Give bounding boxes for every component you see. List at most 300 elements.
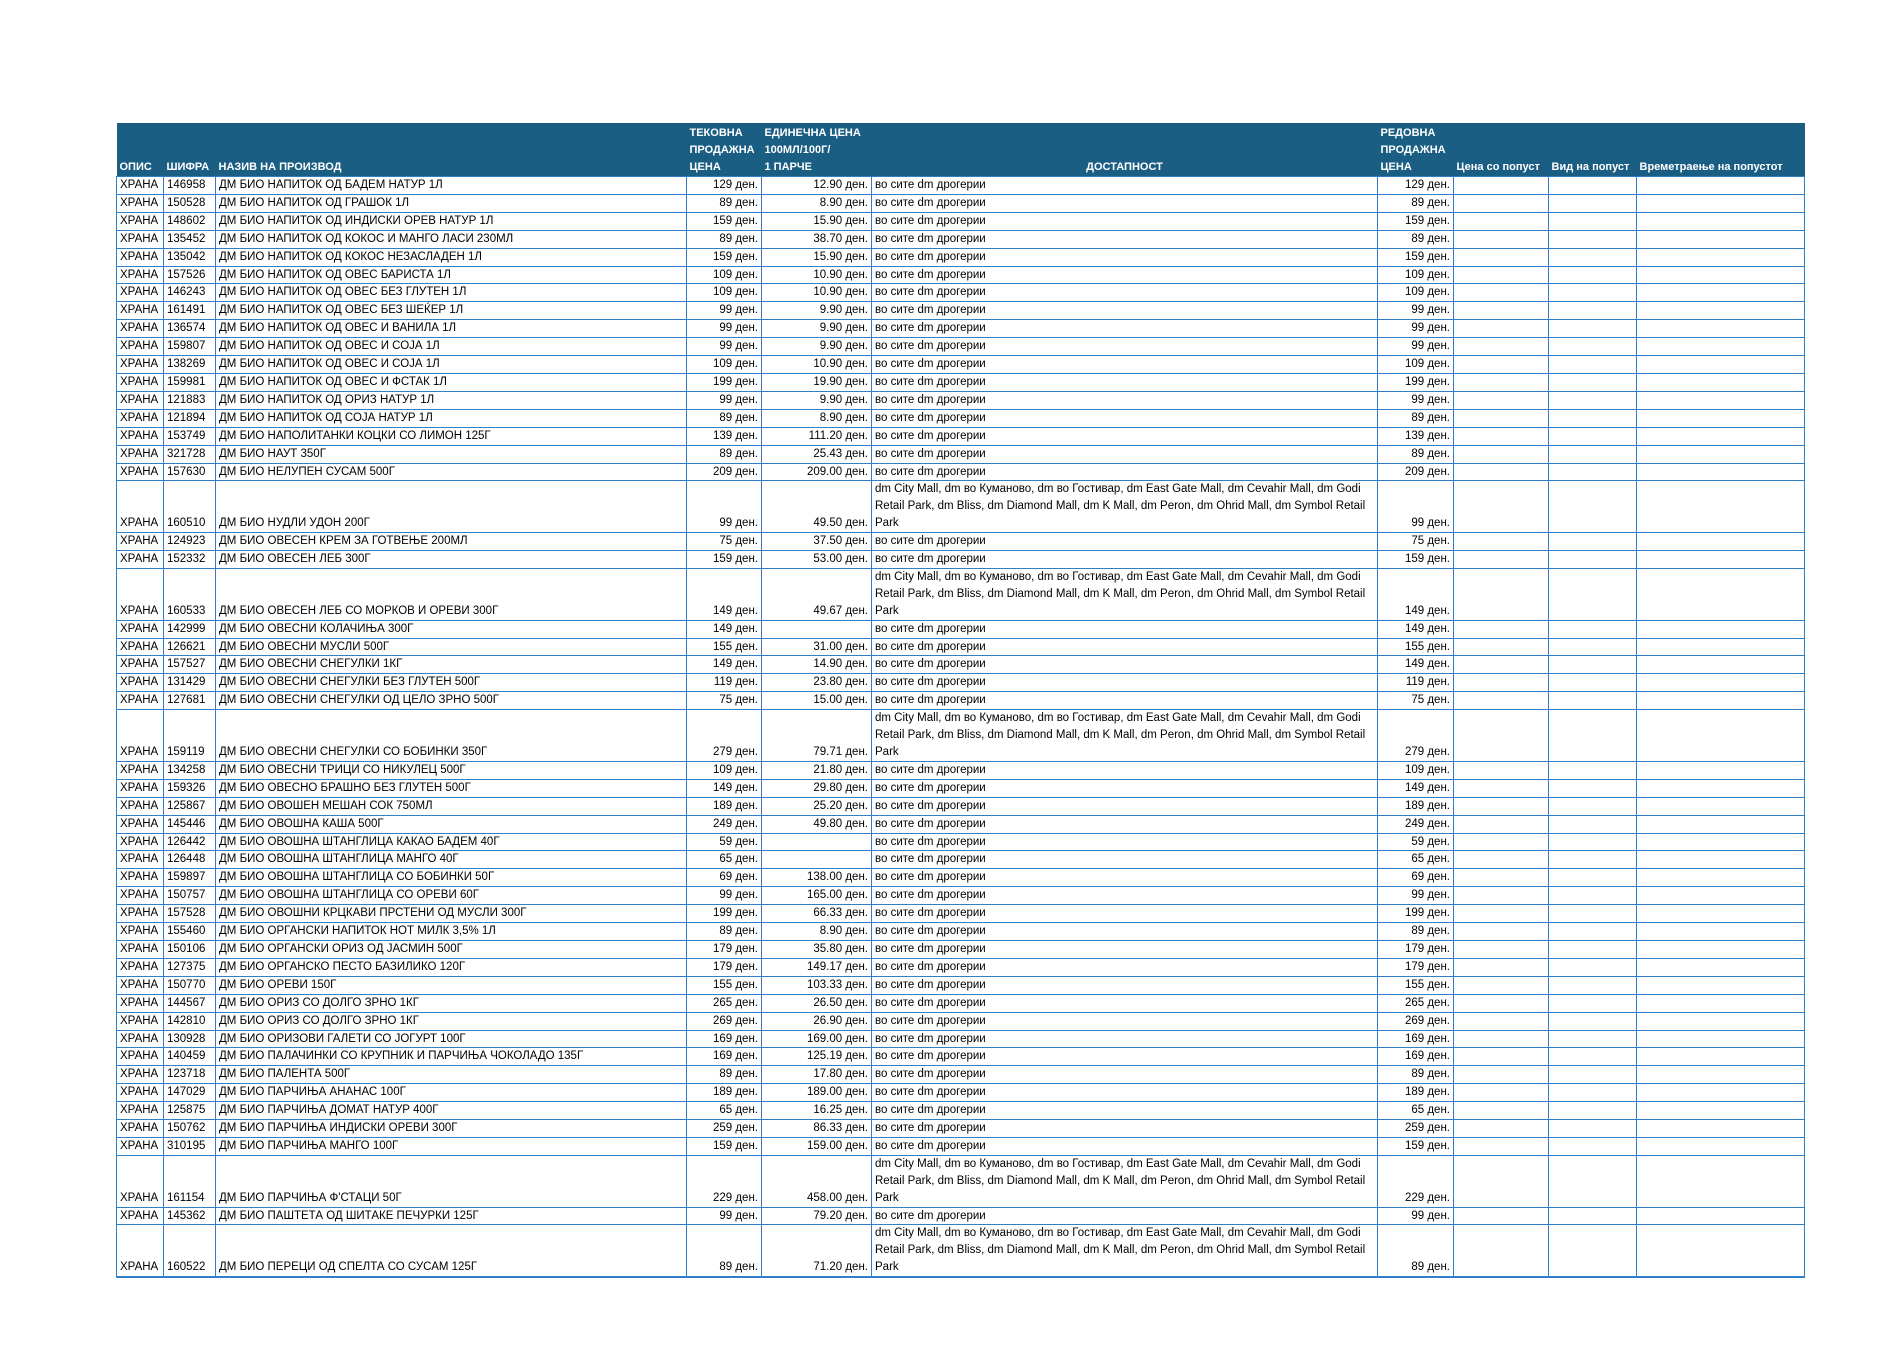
cell-sifra: 144567 bbox=[164, 994, 216, 1012]
cell-dostapnost: во сите dm дрогерии bbox=[872, 194, 1378, 212]
cell-opis: ХРАНА bbox=[117, 445, 164, 463]
cell-opis: ХРАНА bbox=[117, 958, 164, 976]
cell-redovna-cena: 65 ден. bbox=[1378, 851, 1454, 869]
cell-sifra: 160533 bbox=[164, 568, 216, 620]
cell-cena-so-popust bbox=[1454, 320, 1549, 338]
cell-vid-na-popust bbox=[1549, 320, 1637, 338]
col-header-dostapnost: ДОСТАПНОСТ bbox=[872, 124, 1378, 177]
table-row bbox=[117, 1225, 1805, 1277]
cell-vremetraenje bbox=[1637, 976, 1805, 994]
cell-dostapnost: во сите dm дрогерии bbox=[872, 284, 1378, 302]
cell-naziv: ДМ БИО НАПИТОК ОД КОКОС И МАНГО ЛАСИ 230МЛ bbox=[216, 230, 687, 248]
cell-tekovna-cena: 159 ден. bbox=[687, 212, 762, 230]
cell-naziv: ДМ БИО ОВЕСЕН КРЕМ ЗА ГОТВЕЊЕ 200МЛ bbox=[216, 533, 687, 551]
cell-redovna-cena: 179 ден. bbox=[1378, 940, 1454, 958]
cell-dostapnost: во сите dm дрогерии bbox=[872, 1048, 1378, 1066]
table-row bbox=[117, 481, 1805, 533]
cell-opis: ХРАНА bbox=[117, 923, 164, 941]
cell-edinecna-cena: 23.80 ден. bbox=[762, 674, 872, 692]
cell-cena-so-popust bbox=[1454, 761, 1549, 779]
cell-cena-so-popust bbox=[1454, 923, 1549, 941]
table-row bbox=[117, 551, 1805, 569]
cell-edinecna-cena: 10.90 ден. bbox=[762, 284, 872, 302]
cell-tekovna-cena: 69 ден. bbox=[687, 869, 762, 887]
cell-redovna-cena: 189 ден. bbox=[1378, 797, 1454, 815]
cell-naziv: ДМ БИО НЕЛУПЕН СУСАМ 500Г bbox=[216, 463, 687, 481]
cell-cena-so-popust bbox=[1454, 940, 1549, 958]
table-row bbox=[117, 1120, 1805, 1138]
cell-opis: ХРАНА bbox=[117, 797, 164, 815]
cell-vremetraenje bbox=[1637, 797, 1805, 815]
cell-tekovna-cena: 109 ден. bbox=[687, 266, 762, 284]
cell-dostapnost: во сите dm дрогерии bbox=[872, 212, 1378, 230]
cell-redovna-cena: 89 ден. bbox=[1378, 445, 1454, 463]
cell-opis: ХРАНА bbox=[117, 1102, 164, 1120]
cell-tekovna-cena: 155 ден. bbox=[687, 976, 762, 994]
cell-vremetraenje bbox=[1637, 533, 1805, 551]
cell-tekovna-cena: 99 ден. bbox=[687, 481, 762, 533]
cell-vremetraenje bbox=[1637, 1155, 1805, 1207]
cell-naziv: ДМ БИО НАПОЛИТАНКИ КОЦКИ СО ЛИМОН 125Г bbox=[216, 427, 687, 445]
cell-cena-so-popust bbox=[1454, 284, 1549, 302]
cell-redovna-cena: 169 ден. bbox=[1378, 1030, 1454, 1048]
cell-dostapnost: во сите dm дрогерии bbox=[872, 427, 1378, 445]
cell-vid-na-popust bbox=[1549, 248, 1637, 266]
cell-sifra: 159326 bbox=[164, 779, 216, 797]
cell-sifra: 127375 bbox=[164, 958, 216, 976]
cell-naziv: ДМ БИО ПАЛАЧИНКИ СО КРУПНИК И ПАРЧИЊА ЧОКОЛАДО 135Г bbox=[216, 1048, 687, 1066]
cell-vremetraenje bbox=[1637, 620, 1805, 638]
cell-tekovna-cena: 89 ден. bbox=[687, 923, 762, 941]
cell-edinecna-cena bbox=[762, 851, 872, 869]
cell-vremetraenje bbox=[1637, 674, 1805, 692]
cell-opis: ХРАНА bbox=[117, 409, 164, 427]
cell-sifra: 159807 bbox=[164, 338, 216, 356]
col-header-vremetraenje: Времетраење на попустот bbox=[1637, 124, 1805, 177]
cell-cena-so-popust bbox=[1454, 797, 1549, 815]
cell-tekovna-cena: 99 ден. bbox=[687, 338, 762, 356]
cell-cena-so-popust bbox=[1454, 1030, 1549, 1048]
cell-redovna-cena: 89 ден. bbox=[1378, 194, 1454, 212]
cell-vremetraenje bbox=[1637, 248, 1805, 266]
cell-sifra: 145362 bbox=[164, 1207, 216, 1225]
cell-redovna-cena: 109 ден. bbox=[1378, 356, 1454, 374]
cell-opis: ХРАНА bbox=[117, 620, 164, 638]
cell-dostapnost: во сите dm дрогерии bbox=[872, 1012, 1378, 1030]
cell-cena-so-popust bbox=[1454, 391, 1549, 409]
cell-sifra: 161154 bbox=[164, 1155, 216, 1207]
cell-cena-so-popust bbox=[1454, 851, 1549, 869]
cell-redovna-cena: 99 ден. bbox=[1378, 887, 1454, 905]
cell-opis: ХРАНА bbox=[117, 815, 164, 833]
cell-tekovna-cena: 209 ден. bbox=[687, 463, 762, 481]
cell-vremetraenje bbox=[1637, 338, 1805, 356]
cell-opis: ХРАНА bbox=[117, 302, 164, 320]
cell-cena-so-popust bbox=[1454, 445, 1549, 463]
cell-dostapnost: во сите dm дрогерии bbox=[872, 797, 1378, 815]
cell-vid-na-popust bbox=[1549, 851, 1637, 869]
cell-edinecna-cena: 29.80 ден. bbox=[762, 779, 872, 797]
cell-sifra: 150770 bbox=[164, 976, 216, 994]
cell-naziv: ДМ БИО ОВОШНА ШТАНГЛИЦА КАКАО БАДЕМ 40Г bbox=[216, 833, 687, 851]
cell-redovna-cena: 159 ден. bbox=[1378, 248, 1454, 266]
cell-edinecna-cena: 25.20 ден. bbox=[762, 797, 872, 815]
cell-opis: ХРАНА bbox=[117, 463, 164, 481]
cell-vid-na-popust bbox=[1549, 409, 1637, 427]
cell-dostapnost: во сите dm дрогерии bbox=[872, 923, 1378, 941]
cell-sifra: 150528 bbox=[164, 194, 216, 212]
cell-redovna-cena: 65 ден. bbox=[1378, 1102, 1454, 1120]
price-table bbox=[116, 123, 1805, 1278]
table-row bbox=[117, 1084, 1805, 1102]
table-row bbox=[117, 1155, 1805, 1207]
cell-vid-na-popust bbox=[1549, 994, 1637, 1012]
cell-naziv: ДМ БИО ОРИЗОВИ ГАЛЕТИ СО ЈОГУРТ 100Г bbox=[216, 1030, 687, 1048]
cell-cena-so-popust bbox=[1454, 1048, 1549, 1066]
cell-vremetraenje bbox=[1637, 481, 1805, 533]
cell-cena-so-popust bbox=[1454, 833, 1549, 851]
table-row bbox=[117, 887, 1805, 905]
cell-dostapnost: во сите dm дрогерии bbox=[872, 445, 1378, 463]
cell-vremetraenje bbox=[1637, 1102, 1805, 1120]
cell-dostapnost: во сите dm дрогерии bbox=[872, 1120, 1378, 1138]
cell-redovna-cena: 199 ден. bbox=[1378, 373, 1454, 391]
cell-sifra: 148602 bbox=[164, 212, 216, 230]
table-row bbox=[117, 638, 1805, 656]
cell-naziv: ДМ БИО ПАЛЕНТА 500Г bbox=[216, 1066, 687, 1084]
cell-vid-na-popust bbox=[1549, 266, 1637, 284]
cell-edinecna-cena: 8.90 ден. bbox=[762, 409, 872, 427]
cell-tekovna-cena: 89 ден. bbox=[687, 445, 762, 463]
cell-edinecna-cena: 10.90 ден. bbox=[762, 266, 872, 284]
cell-sifra: 150106 bbox=[164, 940, 216, 958]
cell-vremetraenje bbox=[1637, 779, 1805, 797]
cell-naziv: ДМ БИО ОВЕСНИ СНЕГУЛКИ 1КГ bbox=[216, 656, 687, 674]
cell-dostapnost: во сите dm дрогерии bbox=[872, 958, 1378, 976]
table-row bbox=[117, 779, 1805, 797]
col-header-tekovna-cena: ТЕКОВНА ПРОДАЖНА ЦЕНА bbox=[687, 124, 762, 177]
cell-vid-na-popust bbox=[1549, 761, 1637, 779]
cell-redovna-cena: 259 ден. bbox=[1378, 1120, 1454, 1138]
cell-edinecna-cena: 79.71 ден. bbox=[762, 710, 872, 762]
cell-vid-na-popust bbox=[1549, 779, 1637, 797]
table-row bbox=[117, 923, 1805, 941]
cell-sifra: 157527 bbox=[164, 656, 216, 674]
cell-edinecna-cena: 49.80 ден. bbox=[762, 815, 872, 833]
cell-sifra: 121894 bbox=[164, 409, 216, 427]
cell-tekovna-cena: 59 ден. bbox=[687, 833, 762, 851]
cell-dostapnost: dm City Mall, dm во Куманово, dm во Гостивар, dm East Gate Mall, dm Cevahir Mall, dm Godi Retail Park, dm Bliss, dm Diamond Mall, dm K Mall, dm Peron, dm Ohrid Mall, dm Symbol Retail Park bbox=[872, 1225, 1378, 1277]
cell-dostapnost: во сите dm дрогерии bbox=[872, 338, 1378, 356]
cell-edinecna-cena: 26.90 ден. bbox=[762, 1012, 872, 1030]
cell-dostapnost: во сите dm дрогерии bbox=[872, 391, 1378, 409]
cell-dostapnost: dm City Mall, dm во Куманово, dm во Гостивар, dm East Gate Mall, dm Cevahir Mall, dm Godi Retail Park, dm Bliss, dm Diamond Mall, dm K Mall, dm Peron, dm Ohrid Mall, dm Symbol Retail Park bbox=[872, 481, 1378, 533]
cell-redovna-cena: 265 ден. bbox=[1378, 994, 1454, 1012]
cell-sifra: 145446 bbox=[164, 815, 216, 833]
cell-tekovna-cena: 259 ден. bbox=[687, 1120, 762, 1138]
cell-vid-na-popust bbox=[1549, 958, 1637, 976]
cell-cena-so-popust bbox=[1454, 230, 1549, 248]
cell-dostapnost: во сите dm дрогерии bbox=[872, 177, 1378, 195]
cell-opis: ХРАНА bbox=[117, 1084, 164, 1102]
cell-vid-na-popust bbox=[1549, 1084, 1637, 1102]
cell-edinecna-cena: 14.90 ден. bbox=[762, 656, 872, 674]
col-header-cena-so-popust: Цена со попуст bbox=[1454, 124, 1549, 177]
cell-tekovna-cena: 99 ден. bbox=[687, 320, 762, 338]
cell-dostapnost: во сите dm дрогерии bbox=[872, 230, 1378, 248]
cell-vremetraenje bbox=[1637, 958, 1805, 976]
cell-tekovna-cena: 229 ден. bbox=[687, 1155, 762, 1207]
cell-edinecna-cena: 16.25 ден. bbox=[762, 1102, 872, 1120]
cell-vremetraenje bbox=[1637, 833, 1805, 851]
cell-naziv: ДМ БИО ПАШТЕТА ОД ШИТАКЕ ПЕЧУРКИ 125Г bbox=[216, 1207, 687, 1225]
table-row bbox=[117, 284, 1805, 302]
cell-dostapnost: во сите dm дрогерии bbox=[872, 1207, 1378, 1225]
table-row bbox=[117, 710, 1805, 762]
cell-edinecna-cena: 86.33 ден. bbox=[762, 1120, 872, 1138]
cell-vid-na-popust bbox=[1549, 833, 1637, 851]
cell-redovna-cena: 159 ден. bbox=[1378, 1137, 1454, 1155]
cell-vid-na-popust bbox=[1549, 620, 1637, 638]
table-row bbox=[117, 391, 1805, 409]
cell-edinecna-cena: 15.90 ден. bbox=[762, 212, 872, 230]
cell-naziv: ДМ БИО ПАРЧИЊА ДОМАТ НАТУР 400Г bbox=[216, 1102, 687, 1120]
cell-edinecna-cena: 9.90 ден. bbox=[762, 391, 872, 409]
cell-opis: ХРАНА bbox=[117, 833, 164, 851]
cell-edinecna-cena: 9.90 ден. bbox=[762, 338, 872, 356]
cell-opis: ХРАНА bbox=[117, 905, 164, 923]
cell-naziv: ДМ БИО НАПИТОК ОД ОВЕС И СОЈА 1Л bbox=[216, 338, 687, 356]
table-row bbox=[117, 409, 1805, 427]
table-row bbox=[117, 761, 1805, 779]
cell-vid-na-popust bbox=[1549, 230, 1637, 248]
cell-sifra: 135042 bbox=[164, 248, 216, 266]
cell-edinecna-cena: 125.19 ден. bbox=[762, 1048, 872, 1066]
cell-edinecna-cena: 49.67 ден. bbox=[762, 568, 872, 620]
price-list-sheet bbox=[116, 123, 1804, 1278]
cell-tekovna-cena: 265 ден. bbox=[687, 994, 762, 1012]
table-row bbox=[117, 356, 1805, 374]
cell-vremetraenje bbox=[1637, 761, 1805, 779]
table-row bbox=[117, 940, 1805, 958]
col-header-edinecna-cena: ЕДИНЕЧНА ЦЕНА 100МЛ/100Г/ 1 ПАРЧЕ bbox=[762, 124, 872, 177]
cell-vremetraenje bbox=[1637, 212, 1805, 230]
cell-vremetraenje bbox=[1637, 656, 1805, 674]
cell-naziv: ДМ БИО ОВЕСЕН ЛЕБ 300Г bbox=[216, 551, 687, 569]
cell-vid-na-popust bbox=[1549, 373, 1637, 391]
cell-edinecna-cena: 25.43 ден. bbox=[762, 445, 872, 463]
cell-redovna-cena: 279 ден. bbox=[1378, 710, 1454, 762]
cell-sifra: 157526 bbox=[164, 266, 216, 284]
cell-naziv: ДМ БИО ОВЕСНО БРАШНО БЕЗ ГЛУТЕН 500Г bbox=[216, 779, 687, 797]
cell-dostapnost: во сите dm дрогерии bbox=[872, 320, 1378, 338]
cell-vid-na-popust bbox=[1549, 1066, 1637, 1084]
cell-redovna-cena: 89 ден. bbox=[1378, 230, 1454, 248]
cell-sifra: 146958 bbox=[164, 177, 216, 195]
cell-sifra: 125875 bbox=[164, 1102, 216, 1120]
cell-dostapnost: во сите dm дрогерии bbox=[872, 869, 1378, 887]
cell-redovna-cena: 155 ден. bbox=[1378, 638, 1454, 656]
cell-cena-so-popust bbox=[1454, 638, 1549, 656]
cell-vremetraenje bbox=[1637, 1012, 1805, 1030]
cell-opis: ХРАНА bbox=[117, 212, 164, 230]
cell-vid-na-popust bbox=[1549, 212, 1637, 230]
cell-cena-so-popust bbox=[1454, 620, 1549, 638]
cell-cena-so-popust bbox=[1454, 409, 1549, 427]
table-row bbox=[117, 869, 1805, 887]
cell-tekovna-cena: 189 ден. bbox=[687, 1084, 762, 1102]
cell-edinecna-cena: 189.00 ден. bbox=[762, 1084, 872, 1102]
cell-dostapnost: во сите dm дрогерии bbox=[872, 1137, 1378, 1155]
cell-sifra: 160510 bbox=[164, 481, 216, 533]
cell-naziv: ДМ БИО НУДЛИ УДОН 200Г bbox=[216, 481, 687, 533]
cell-tekovna-cena: 75 ден. bbox=[687, 533, 762, 551]
table-row bbox=[117, 976, 1805, 994]
cell-opis: ХРАНА bbox=[117, 551, 164, 569]
col-header-naziv: НАЗИВ НА ПРОИЗВОД bbox=[216, 124, 687, 177]
cell-redovna-cena: 179 ден. bbox=[1378, 958, 1454, 976]
cell-cena-so-popust bbox=[1454, 533, 1549, 551]
cell-vid-na-popust bbox=[1549, 674, 1637, 692]
cell-redovna-cena: 69 ден. bbox=[1378, 869, 1454, 887]
cell-redovna-cena: 159 ден. bbox=[1378, 212, 1454, 230]
cell-dostapnost: dm City Mall, dm во Куманово, dm во Гостивар, dm East Gate Mall, dm Cevahir Mall, dm Godi Retail Park, dm Bliss, dm Diamond Mall, dm K Mall, dm Peron, dm Ohrid Mall, dm Symbol Retail Park bbox=[872, 1155, 1378, 1207]
cell-naziv: ДМ БИО ПАРЧИЊА МАНГО 100Г bbox=[216, 1137, 687, 1155]
cell-sifra: 125867 bbox=[164, 797, 216, 815]
cell-vid-na-popust bbox=[1549, 194, 1637, 212]
cell-redovna-cena: 89 ден. bbox=[1378, 1225, 1454, 1277]
cell-redovna-cena: 99 ден. bbox=[1378, 1207, 1454, 1225]
cell-sifra: 146243 bbox=[164, 284, 216, 302]
cell-naziv: ДМ БИО НАПИТОК ОД КОКОС НЕЗАСЛАДЕН 1Л bbox=[216, 248, 687, 266]
cell-redovna-cena: 119 ден. bbox=[1378, 674, 1454, 692]
cell-vremetraenje bbox=[1637, 445, 1805, 463]
cell-redovna-cena: 149 ден. bbox=[1378, 568, 1454, 620]
cell-sifra: 155460 bbox=[164, 923, 216, 941]
cell-vid-na-popust bbox=[1549, 1030, 1637, 1048]
cell-opis: ХРАНА bbox=[117, 692, 164, 710]
cell-opis: ХРАНА bbox=[117, 674, 164, 692]
cell-edinecna-cena: 71.20 ден. bbox=[762, 1225, 872, 1277]
table-row bbox=[117, 1066, 1805, 1084]
cell-cena-so-popust bbox=[1454, 194, 1549, 212]
cell-naziv: ДМ БИО ОРЕВИ 150Г bbox=[216, 976, 687, 994]
cell-vremetraenje bbox=[1637, 1120, 1805, 1138]
cell-tekovna-cena: 159 ден. bbox=[687, 551, 762, 569]
cell-naziv: ДМ БИО НАПИТОК ОД ОРИЗ НАТУР 1Л bbox=[216, 391, 687, 409]
table-row bbox=[117, 177, 1805, 195]
cell-redovna-cena: 139 ден. bbox=[1378, 427, 1454, 445]
cell-vremetraenje bbox=[1637, 692, 1805, 710]
cell-vremetraenje bbox=[1637, 869, 1805, 887]
cell-cena-so-popust bbox=[1454, 976, 1549, 994]
cell-edinecna-cena: 79.20 ден. bbox=[762, 1207, 872, 1225]
cell-cena-so-popust bbox=[1454, 905, 1549, 923]
cell-opis: ХРАНА bbox=[117, 1120, 164, 1138]
cell-opis: ХРАНА bbox=[117, 230, 164, 248]
cell-edinecna-cena: 21.80 ден. bbox=[762, 761, 872, 779]
cell-tekovna-cena: 109 ден. bbox=[687, 761, 762, 779]
cell-opis: ХРАНА bbox=[117, 869, 164, 887]
table-row bbox=[117, 533, 1805, 551]
table-row bbox=[117, 1207, 1805, 1225]
cell-vremetraenje bbox=[1637, 1066, 1805, 1084]
cell-naziv: ДМ БИО ОРГАНСКИ ОРИЗ ОД ЈАСМИН 500Г bbox=[216, 940, 687, 958]
cell-vremetraenje bbox=[1637, 638, 1805, 656]
table-row bbox=[117, 212, 1805, 230]
table-row bbox=[117, 1012, 1805, 1030]
cell-tekovna-cena: 149 ден. bbox=[687, 656, 762, 674]
cell-vremetraenje bbox=[1637, 320, 1805, 338]
cell-vremetraenje bbox=[1637, 815, 1805, 833]
cell-sifra: 130928 bbox=[164, 1030, 216, 1048]
cell-naziv: ДМ БИО ОВЕСНИ СНЕГУЛКИ ОД ЦЕЛО ЗРНО 500Г bbox=[216, 692, 687, 710]
cell-vid-na-popust bbox=[1549, 905, 1637, 923]
header-row bbox=[117, 124, 1805, 177]
cell-redovna-cena: 109 ден. bbox=[1378, 266, 1454, 284]
cell-naziv: ДМ БИО НАПИТОК ОД ОВЕС И СОЈА 1Л bbox=[216, 356, 687, 374]
cell-dostapnost: во сите dm дрогерии bbox=[872, 833, 1378, 851]
cell-cena-so-popust bbox=[1454, 1012, 1549, 1030]
cell-sifra: 121883 bbox=[164, 391, 216, 409]
cell-vremetraenje bbox=[1637, 851, 1805, 869]
cell-vid-na-popust bbox=[1549, 302, 1637, 320]
cell-vremetraenje bbox=[1637, 1084, 1805, 1102]
cell-vremetraenje bbox=[1637, 427, 1805, 445]
cell-cena-so-popust bbox=[1454, 551, 1549, 569]
cell-vid-na-popust bbox=[1549, 356, 1637, 374]
cell-sifra: 142999 bbox=[164, 620, 216, 638]
cell-opis: ХРАНА bbox=[117, 1155, 164, 1207]
cell-redovna-cena: 155 ден. bbox=[1378, 976, 1454, 994]
cell-tekovna-cena: 155 ден. bbox=[687, 638, 762, 656]
cell-edinecna-cena bbox=[762, 833, 872, 851]
table-row bbox=[117, 463, 1805, 481]
cell-opis: ХРАНА bbox=[117, 338, 164, 356]
cell-vremetraenje bbox=[1637, 940, 1805, 958]
cell-opis: ХРАНА bbox=[117, 266, 164, 284]
cell-vid-na-popust bbox=[1549, 1137, 1637, 1155]
cell-vid-na-popust bbox=[1549, 338, 1637, 356]
cell-redovna-cena: 99 ден. bbox=[1378, 320, 1454, 338]
table-row bbox=[117, 797, 1805, 815]
cell-opis: ХРАНА bbox=[117, 481, 164, 533]
cell-edinecna-cena: 138.00 ден. bbox=[762, 869, 872, 887]
cell-edinecna-cena: 53.00 ден. bbox=[762, 551, 872, 569]
cell-cena-so-popust bbox=[1454, 373, 1549, 391]
cell-dostapnost: во сите dm дрогерии bbox=[872, 302, 1378, 320]
table-body bbox=[117, 177, 1805, 1278]
cell-opis: ХРАНА bbox=[117, 284, 164, 302]
cell-tekovna-cena: 279 ден. bbox=[687, 710, 762, 762]
cell-sifra: 136574 bbox=[164, 320, 216, 338]
cell-vid-na-popust bbox=[1549, 1012, 1637, 1030]
cell-edinecna-cena: 149.17 ден. bbox=[762, 958, 872, 976]
cell-sifra: 126442 bbox=[164, 833, 216, 851]
cell-redovna-cena: 149 ден. bbox=[1378, 656, 1454, 674]
cell-vremetraenje bbox=[1637, 266, 1805, 284]
cell-vid-na-popust bbox=[1549, 887, 1637, 905]
cell-opis: ХРАНА bbox=[117, 887, 164, 905]
cell-cena-so-popust bbox=[1454, 815, 1549, 833]
cell-dostapnost: во сите dm дрогерии bbox=[872, 905, 1378, 923]
cell-vid-na-popust bbox=[1549, 551, 1637, 569]
table-row bbox=[117, 994, 1805, 1012]
cell-dostapnost: во сите dm дрогерии bbox=[872, 1030, 1378, 1048]
cell-vid-na-popust bbox=[1549, 869, 1637, 887]
cell-vid-na-popust bbox=[1549, 1120, 1637, 1138]
cell-opis: ХРАНА bbox=[117, 1030, 164, 1048]
